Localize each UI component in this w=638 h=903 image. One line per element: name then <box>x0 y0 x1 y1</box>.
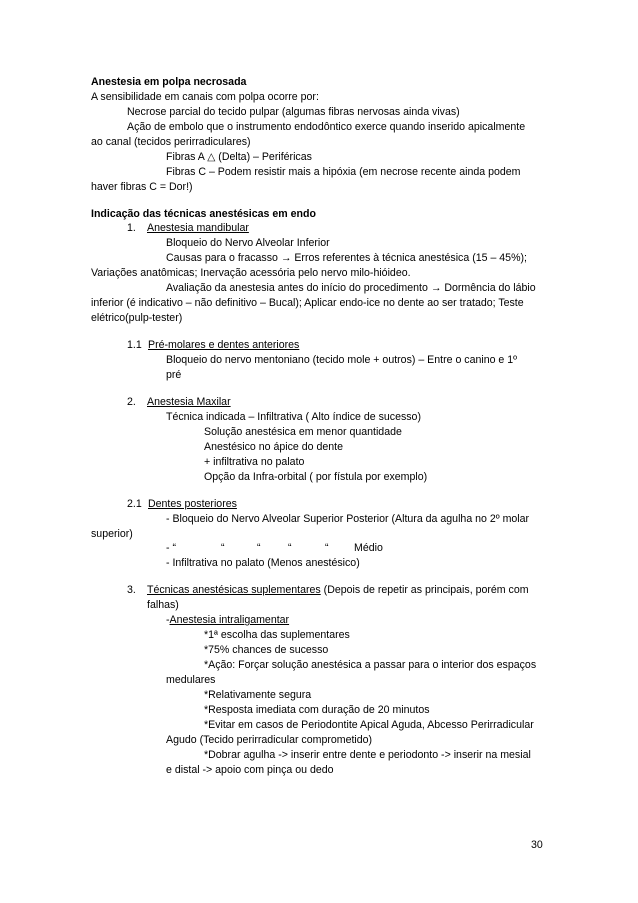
section-heading-polpa-necrosada: Anestesia em polpa necrosada <box>91 76 247 88</box>
text-line: inferior (é indicativo – não definitivo – Bucal); Aplicar endo-ice no dente ao ser tratado; Teste <box>91 297 524 309</box>
page-number: 30 <box>531 839 543 851</box>
list-item-title: Dentes posteriores <box>148 498 237 510</box>
ditto-mark: “ <box>257 542 261 554</box>
text-line: Necrose parcial do tecido pulpar (algumas fibras nervosas ainda vivas) <box>127 106 460 118</box>
text-line: - Bloqueio do Nervo Alveolar Superior Posterior (Altura da agulha no 2º molar <box>166 513 530 525</box>
ditto-mark: “ <box>221 542 225 554</box>
text-line: pré <box>166 369 182 381</box>
text-line: ao canal (tecidos perirradiculares) <box>91 136 251 148</box>
text-line: A sensibilidade em canais com polpa ocorre por: <box>91 91 319 103</box>
text-line: falhas) <box>147 599 179 611</box>
text-line: *Evitar em casos de Periodontite Apical Aguda, Abcesso Perirradicular <box>204 719 534 731</box>
text-line: Variações anatômicas; Inervação acessória pelo nervo milo-hióideo. <box>91 267 411 279</box>
text-line: - Infiltrativa no palato (Menos anestésico) <box>166 557 360 569</box>
text-line: *Dobrar agulha -> inserir entre dente e periodonto -> inserir na mesial <box>204 749 531 761</box>
text-line: Anestésico no ápice do dente <box>204 441 343 453</box>
list-item-title: Anestesia Maxilar <box>147 396 231 408</box>
list-item-title: Técnicas anestésicas suplementares (Depois de repetir as principais, porém com <box>147 584 529 596</box>
text-line: *Ação: Forçar solução anestésica a passar para o interior dos espaços <box>204 659 537 671</box>
ditto-mark: “ <box>288 542 292 554</box>
text-line: Fibras C – Podem resistir mais a hipóxia (em necrose recente ainda podem <box>166 166 521 178</box>
text-line: haver fibras C = Dor!) <box>91 181 193 193</box>
ditto-mark: “ <box>325 542 329 554</box>
text-line: + infiltrativa no palato <box>204 456 305 468</box>
text-line: Opção da Infra-orbital ( por fístula por exemplo) <box>204 471 428 483</box>
arrow-right-icon: → <box>280 252 292 264</box>
text-line: Agudo (Tecido perirradicular comprometido) <box>166 734 373 746</box>
list-number: 2. <box>127 396 136 408</box>
list-number: 3. <box>127 584 136 596</box>
section-heading-indicacao: Indicação das técnicas anestésicas em endo <box>91 208 316 220</box>
list-item-title: Anestesia mandibular <box>147 222 249 234</box>
text-line: elétrico(pulp-tester) <box>91 312 183 324</box>
text-line: *1ª escolha das suplementares <box>204 629 350 641</box>
arrow-right-icon: → <box>430 282 442 294</box>
text-line: Bloqueio do Nervo Alveolar Inferior <box>166 237 330 249</box>
text-line: Solução anestésica em menor quantidade <box>204 426 402 438</box>
list-number: 1. <box>127 222 136 234</box>
text-line: *Resposta imediata com duração de 20 minutos <box>204 704 430 716</box>
list-number: 2.1 <box>127 498 142 510</box>
list-number: 1.1 <box>127 339 142 351</box>
text-line: Técnica indicada – Infiltrativa ( Alto índice de sucesso) <box>166 411 421 423</box>
text-line: Causas para o fracasso → Erros referentes à técnica anestésica (15 – 45%); <box>166 252 527 264</box>
text-line: -Anestesia intraligamentar <box>166 614 290 626</box>
text-line: Ação de embolo que o instrumento endodôntico exerce quando inserido apicalmente <box>127 121 526 133</box>
list-item-title: Pré-molares e dentes anteriores <box>148 339 300 351</box>
text-line: Fibras A △ (Delta) – Periféricas <box>166 151 312 163</box>
text-line: *75% chances de sucesso <box>204 644 329 656</box>
text-line: e distal -> apoio com pinça ou dedo <box>166 764 334 776</box>
text-line: Avaliação da anestesia antes do início do procedimento → Dormência do lábio <box>166 282 536 294</box>
text-line: Médio <box>354 542 383 554</box>
text-line: superior) <box>91 528 133 540</box>
text-line: *Relativamente segura <box>204 689 312 701</box>
ditto-mark: - “ <box>166 542 176 554</box>
text-line: Bloqueio do nervo mentoniano (tecido mole + outros) – Entre o canino e 1º <box>166 354 518 366</box>
text-line: medulares <box>166 674 216 686</box>
